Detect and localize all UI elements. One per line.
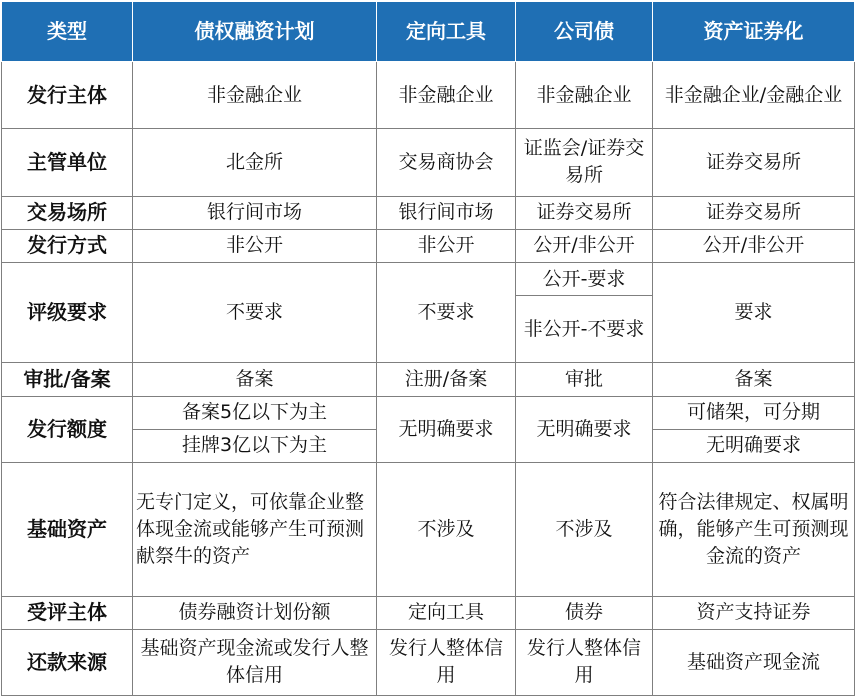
cell-debt-plan-listing: 挂牌3亿以下为主 bbox=[133, 429, 377, 462]
cell-securitization: 备案 bbox=[653, 363, 855, 396]
cell-securitization: 资产支持证券 bbox=[653, 596, 855, 629]
cell-corporate-bond: 证券交易所 bbox=[516, 196, 653, 229]
header-corporate-bond: 公司债 bbox=[516, 2, 653, 62]
table-row bbox=[2, 262, 855, 295]
header-debt-plan: 债权融资计划 bbox=[133, 2, 377, 62]
cell-corporate-bond: 审批 bbox=[516, 363, 653, 396]
row-label: 审批/备案 bbox=[2, 363, 133, 396]
cell-securitization-shelf: 可储架，可分期 bbox=[653, 396, 855, 429]
cell-securitization: 要求 bbox=[653, 262, 855, 362]
row-label: 评级要求 bbox=[2, 262, 133, 362]
cell-debt-plan: 债券融资计划份额 bbox=[133, 596, 377, 629]
header-row bbox=[2, 2, 855, 62]
cell-debt-plan: 基础资产现金流或发行人整体信用 bbox=[133, 629, 377, 695]
cell-corporate-bond: 债券 bbox=[516, 596, 653, 629]
cell-securitization: 公开/非公开 bbox=[653, 229, 855, 262]
cell-directed-tool: 非金融企业 bbox=[377, 62, 516, 129]
table-row bbox=[2, 596, 855, 629]
cell-debt-plan: 非金融企业 bbox=[133, 62, 377, 129]
cell-corporate-bond-private: 非公开-不要求 bbox=[516, 296, 653, 363]
cell-debt-plan: 北金所 bbox=[133, 129, 377, 196]
row-label: 发行方式 bbox=[2, 229, 133, 262]
row-label: 基础资产 bbox=[2, 462, 133, 596]
cell-securitization: 非金融企业/金融企业 bbox=[653, 62, 855, 129]
cell-debt-plan-filing: 备案5亿以下为主 bbox=[133, 396, 377, 429]
cell-corporate-bond: 公开/非公开 bbox=[516, 229, 653, 262]
comparison-table bbox=[1, 1, 855, 696]
table-row bbox=[2, 229, 855, 262]
table-row bbox=[2, 629, 855, 695]
cell-debt-plan: 非公开 bbox=[133, 229, 377, 262]
cell-debt-plan: 备案 bbox=[133, 363, 377, 396]
cell-corporate-bond-public: 公开-要求 bbox=[516, 262, 653, 295]
cell-directed-tool: 无明确要求 bbox=[377, 396, 516, 462]
cell-corporate-bond: 发行人整体信用 bbox=[516, 629, 653, 695]
table-row bbox=[2, 129, 855, 196]
row-label: 交易场所 bbox=[2, 196, 133, 229]
header-securitization: 资产证券化 bbox=[653, 2, 855, 62]
row-label: 主管单位 bbox=[2, 129, 133, 196]
cell-corporate-bond: 不涉及 bbox=[516, 462, 653, 596]
row-label: 发行额度 bbox=[2, 396, 133, 462]
cell-corporate-bond: 证监会/证券交易所 bbox=[516, 129, 653, 196]
table-row bbox=[2, 462, 855, 596]
cell-directed-tool: 交易商协会 bbox=[377, 129, 516, 196]
cell-directed-tool: 不要求 bbox=[377, 262, 516, 362]
cell-securitization: 证券交易所 bbox=[653, 196, 855, 229]
row-label: 受评主体 bbox=[2, 596, 133, 629]
table-row bbox=[2, 396, 855, 429]
cell-directed-tool: 不涉及 bbox=[377, 462, 516, 596]
cell-securitization: 证券交易所 bbox=[653, 129, 855, 196]
row-label: 发行主体 bbox=[2, 62, 133, 129]
cell-corporate-bond: 非金融企业 bbox=[516, 62, 653, 129]
row-label: 还款来源 bbox=[2, 629, 133, 695]
cell-securitization-none: 无明确要求 bbox=[653, 429, 855, 462]
cell-directed-tool: 银行间市场 bbox=[377, 196, 516, 229]
cell-debt-plan: 银行间市场 bbox=[133, 196, 377, 229]
cell-securitization: 基础资产现金流 bbox=[653, 629, 855, 695]
cell-directed-tool: 定向工具 bbox=[377, 596, 516, 629]
cell-directed-tool: 注册/备案 bbox=[377, 363, 516, 396]
cell-directed-tool: 非公开 bbox=[377, 229, 516, 262]
table-row bbox=[2, 363, 855, 396]
table-row bbox=[2, 196, 855, 229]
table-row bbox=[2, 62, 855, 129]
cell-debt-plan: 不要求 bbox=[133, 262, 377, 362]
cell-debt-plan: 无专门定义，可依靠企业整体现金流或能够产生可预测献祭牛的资产 bbox=[133, 462, 377, 596]
cell-directed-tool: 发行人整体信用 bbox=[377, 629, 516, 695]
header-type: 类型 bbox=[2, 2, 133, 62]
cell-corporate-bond: 无明确要求 bbox=[516, 396, 653, 462]
header-directed-tool: 定向工具 bbox=[377, 2, 516, 62]
cell-securitization: 符合法律规定、权属明确，能够产生可预测现金流的资产 bbox=[653, 462, 855, 596]
